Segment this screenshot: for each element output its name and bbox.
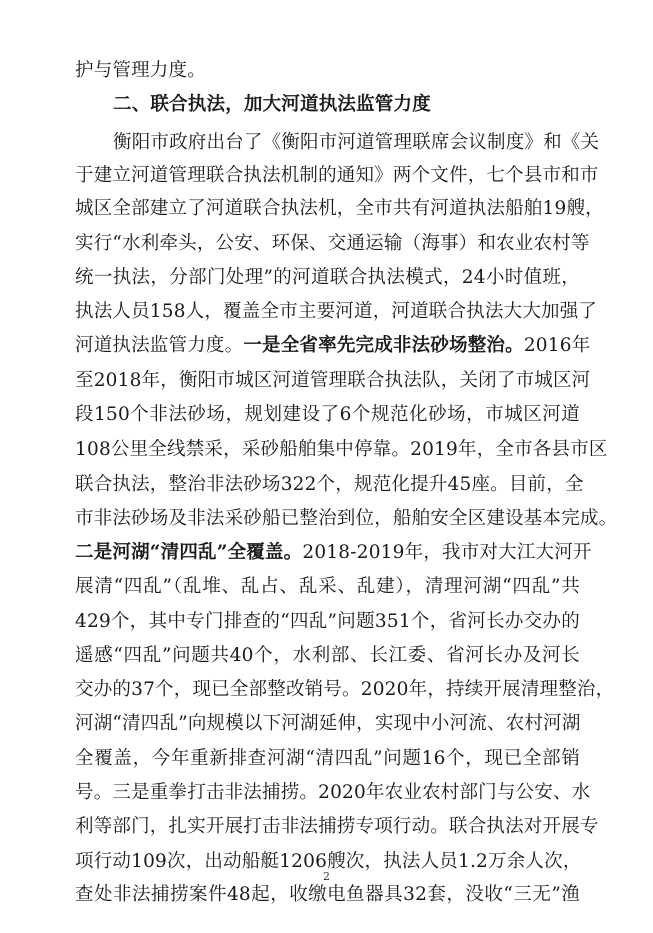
bold-text-segment: 二、联合执法，加大河道执法监管力度 — [113, 94, 431, 115]
text-segment: 项行动109次，出动船艇1206艘次，执法人员1.2万余人次， — [75, 851, 582, 872]
text-segment: 查处非法捕捞案件48起，收缴电鱼器具32套，没收“三无”渔 — [75, 884, 580, 905]
text-line — [75, 644, 580, 668]
text-segment: 执法人员158人，覆盖全市主要河道，河道联合执法大大加强了 — [75, 301, 598, 322]
text-segment: 河道执法监管力度。 — [75, 335, 244, 356]
text-segment: 护与管理力度。 — [75, 60, 206, 81]
bold-text-segment: 二是河湖“清四乱”全覆盖。 — [75, 542, 303, 563]
text-line — [75, 334, 591, 358]
text-line — [75, 883, 580, 907]
text-segment: 2016年 — [523, 335, 591, 356]
text-segment: 市非法砂场及非法采砂船已整治到位，船舶安全区建设基本完成。 — [75, 508, 618, 529]
text-line — [75, 541, 592, 565]
text-segment: 2018-2019年，我市对大江大河开 — [302, 542, 592, 563]
text-segment: 城区全部建立了河道联合执法机，全市共有河道执法船舶19艘， — [75, 198, 604, 219]
bold-text-segment: 一是全省率先完成非法砂场整治。 — [243, 335, 524, 356]
text-line — [75, 300, 598, 324]
text-line — [113, 131, 600, 155]
text-segment: 段150个非法砂场，规划建设了6个规范化砂场，市城区河道 — [75, 404, 580, 425]
text-line — [75, 678, 615, 702]
text-line — [75, 815, 599, 839]
text-line — [75, 712, 580, 736]
text-segment: 河湖“清四乱”向规模以下河湖延伸，实现中小河流、农村河湖 — [75, 713, 581, 734]
text-line — [75, 266, 580, 290]
text-segment: 实行“水利牵头，公安、环保、交通运输（海事）和农业农村等 — [75, 233, 590, 254]
text-segment: 展清“四乱”（乱堆、乱占、乱采、乱建），清理河湖“四乱”共 — [75, 576, 580, 597]
text-line — [75, 575, 580, 599]
text-line — [75, 232, 590, 256]
text-line — [75, 164, 599, 188]
text-line — [75, 473, 584, 497]
text-segment: 利等部门，扎实开展打击非法捕捞专项行动。联合执法对开展专 — [75, 816, 599, 837]
text-segment: 号。三是重拳打击非法捕捞。2020年农业农村部门与公安、水 — [75, 782, 591, 803]
text-segment: 遥感“四乱”问题共40个，水利部、长江委、省河长办及河长 — [75, 645, 580, 666]
text-segment: 全覆盖，今年重新排查河湖“清四乱”问题16个，现已全部销 — [75, 748, 580, 769]
text-line — [75, 197, 604, 221]
text-line — [75, 59, 580, 83]
text-line — [75, 403, 580, 427]
text-line — [75, 781, 591, 805]
text-line — [113, 93, 580, 117]
text-segment: 交办的37个，现已全部整改销号。2020年，持续开展清理整治， — [75, 679, 615, 700]
text-segment: 至2018年，衡阳市城区河道管理联合执法队，关闭了市城区河 — [75, 370, 591, 391]
text-segment: 于建立河道管理联合执法机制的通知》两个文件，七个县市和市 — [75, 165, 599, 186]
text-line — [75, 747, 580, 771]
text-line — [75, 369, 591, 393]
text-line — [75, 438, 608, 462]
text-segment: 联合执法，整治非法砂场322个，规范化提升45座。目前，全 — [75, 474, 584, 495]
text-segment: 统一执法，分部门处理”的河道联合执法模式，24小时值班， — [75, 267, 580, 288]
text-segment: 429个，其中专门排查的“四乱”问题351个，省河长办交办的 — [75, 611, 580, 632]
text-line — [75, 610, 580, 634]
text-line — [75, 507, 618, 531]
page-number: 2 — [323, 870, 330, 883]
text-segment: 108公里全线禁采，采砂船舶集中停靠。2019年，全市各县市区 — [75, 439, 608, 460]
text-segment: 衡阳市政府出台了《衡阳市河道管理联席会议制度》和《关 — [113, 132, 600, 153]
